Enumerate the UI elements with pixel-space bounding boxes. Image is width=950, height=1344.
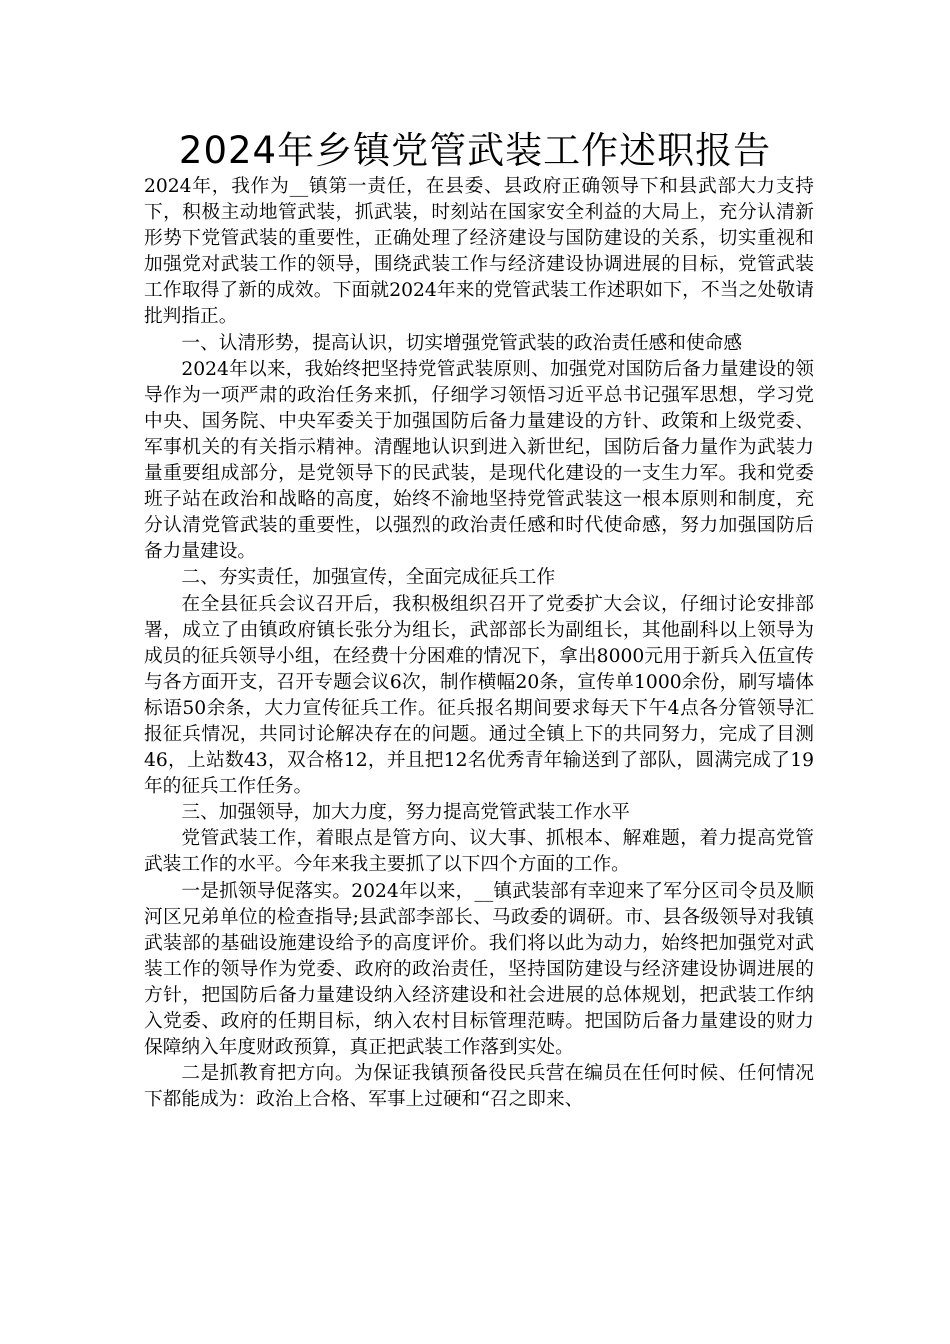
section-heading-2: 二、夯实责任，加强宣传，全面完成征兵工作 (181, 567, 556, 589)
body-paragraph: 二是抓教育把方向。为保证我镇预备役民兵营在编员在任何时候、任何情况下都能成为：政治上合格、军事上过硬和“召之即来、 (144, 1063, 814, 1111)
document-body (144, 174, 814, 1113)
document-title: 2024年乡镇党管武装工作述职报告 (178, 129, 772, 172)
intro-paragraph: 2024年，我作为__镇第一责任，在县委、县政府正确领导下和县武部大力支持下，积极主动地管武装，抓武装，时刻站在国家安全利益的大局上，充分认清新形势下党管武装的重要性，正确处理了经济建设与国防建设的关系，切实重视和加强党对武装工作的领导，围绕武装工作与经济建设协调进展的目标，党管武装工作取得了新的成效。下面就2024年来的党管武装工作述职如下，不当之处敬请批判指正。 (144, 176, 814, 328)
section-heading-3: 三、加强领导，加大力度，努力提高党管武装工作水平 (181, 802, 630, 824)
section-heading-1: 一、认清形势，提高认识，切实增强党管武装的政治责任感和使命感 (181, 332, 743, 354)
body-paragraph: 党管武装工作，着眼点是管方向、议大事、抓根本、解难题，着力提高党管武装工作的水平。今年来我主要抓了以下四个方面的工作。 (144, 828, 814, 876)
body-paragraph: 在全县征兵会议召开后，我积极组织召开了党委扩大会议，仔细讨论安排部署，成立了由镇政府镇长张分为组长，武部部长为副组长，其他副科以上领导为成员的征兵领导小组，在经费十分困难的情况下，拿出8000元用于新兵入伍宣传与各方面开支，召开专题会议6次，制作横幅20条，宣传单1000余份，刷写墙体标语50余条，大力宣传征兵工作。征兵报名期间要求每天下午4点各分管领导汇报征兵情况，共同讨论解决存在的问题。通过全镇上下的共同努力，完成了目测46，上站数43，双合格12，并且把12名优秀青年输送到了部队，圆满完成了19年的征兵工作任务。 (144, 593, 814, 798)
body-paragraph: 2024年以来，我始终把坚持党管武装原则、加强党对国防后备力量建设的领导作为一项严肃的政治任务来抓，仔细学习领悟习近平总书记强军思想，学习党中央、国务院、中央军委关于加强国防后备力量建设的方针、政策和上级党委、军事机关的有关指示精神。清醒地认识到进入新世纪，国防后备力量作为武装力量重要组成部分，是党领导下的民武装，是现代化建设的一支生力军。我和党委班子站在政治和战略的高度，始终不渝地坚持党管武装这一根本原则和制度，充分认清党管武装的重要性，以强烈的政治责任感和时代使命感，努力加强国防后备力量建设。 (144, 358, 814, 563)
body-paragraph: 一是抓领导促落实。2024年以来，__镇武装部有幸迎来了军分区司令员及顺河区兄弟单位的检查指导;县武部李部长、马政委的调研。市、县各级领导对我镇武装部的基础设施建设给予的高度评价。我们将以此为动力，始终把加强党对武装工作的领导作为党委、政府的政治责任，坚持国防建设与经济建设协调进展的方针，把国防后备力量建设纳入经济建设和社会进展的总体规划，把武装工作纳入党委、政府的任期目标，纳入农村目标管理范畴。把国防后备力量建设的财力保障纳入年度财政预算，真正把武装工作落到实处。 (144, 880, 814, 1059)
